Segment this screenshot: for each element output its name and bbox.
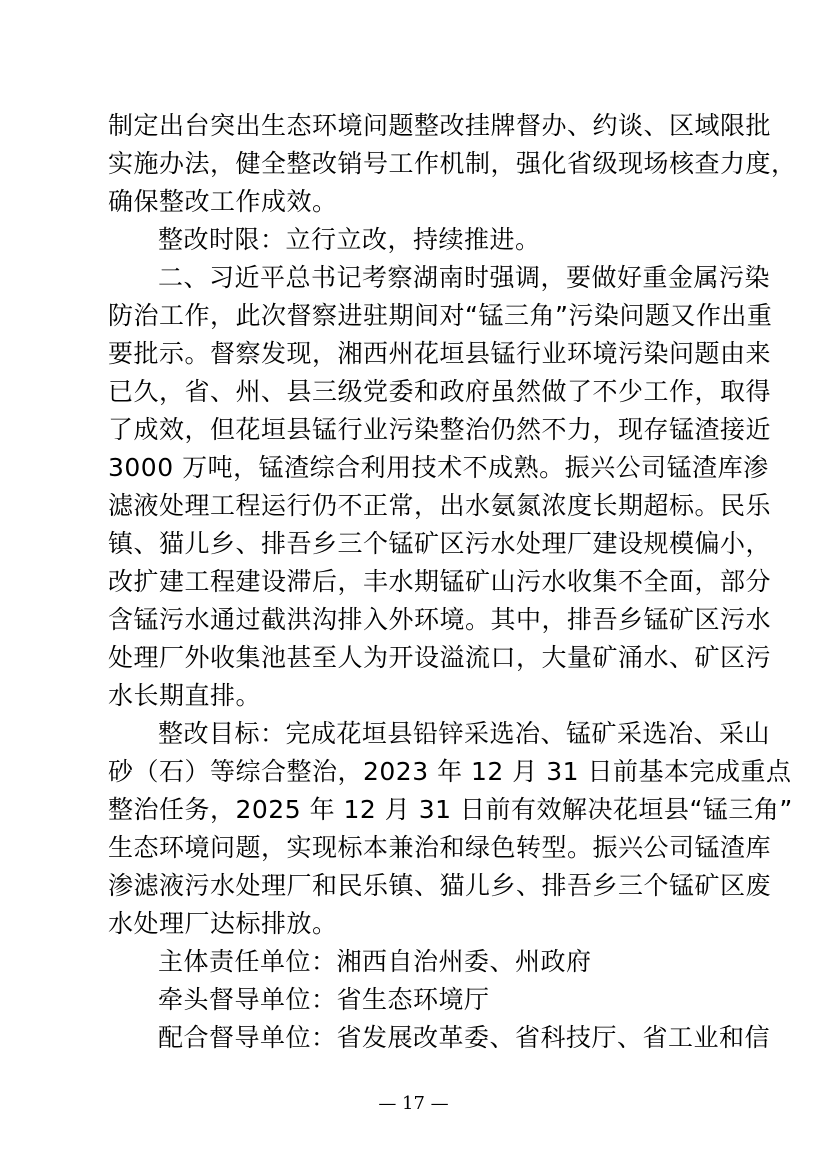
- page-number: — 17 —: [378, 1093, 449, 1114]
- text-line: 已久，省、州、县三级党委和政府虽然做了不少工作，取得: [108, 377, 772, 406]
- text-line: 要批示。督察发现，湘西州花垣县锰行业环境污染问题由来: [108, 339, 772, 368]
- text-line: 防治工作，此次督察进驻期间对“锰三角”污染问题又作出重: [108, 301, 773, 330]
- text-line: 含锰污水通过截洪沟排入外环境。其中，排吾乡锰矿区污水: [108, 605, 772, 634]
- text-line: 水处理厂达标排放。: [108, 909, 338, 938]
- text-line: 渗滤液污水处理厂和民乐镇、猫儿乡、排吾乡三个锰矿区废: [108, 871, 772, 900]
- text-line: 滤液处理工程运行仍不正常，出水氨氮浓度长期超标。民乐: [108, 491, 772, 520]
- text-line: 整改时限：立行立改，持续推进。: [158, 225, 541, 254]
- text-line: 改扩建工程建设滞后，丰水期锰矿山污水收集不全面，部分: [108, 567, 772, 596]
- text-line: 了成效，但花垣县锰行业污染整治仍然不力，现存锰渣接近: [108, 415, 772, 444]
- text-line: 确保整改工作成效。: [108, 187, 338, 216]
- text-line: 二、习近平总书记考察湖南时强调，要做好重金属污染: [158, 263, 771, 292]
- text-line: 水长期直排。: [108, 681, 262, 710]
- text-line: 牵头督导单位：省生态环境厅: [158, 985, 490, 1014]
- text-line: 砂（石）等综合整治，2023 年 12 月 31 日前基本完成重点: [108, 757, 792, 786]
- text-line: 镇、猫儿乡、排吾乡三个锰矿区污水处理厂建设规模偏小，: [108, 529, 772, 558]
- text-line: 配合督导单位：省发展改革委、省科技厅、省工业和信: [158, 1023, 771, 1052]
- text-line: 处理厂外收集池甚至人为开设溢流口，大量矿涌水、矿区污: [108, 643, 772, 672]
- text-line: 生态环境问题，实现标本兼治和绿色转型。振兴公司锰渣库: [108, 833, 772, 862]
- text-line: 主体责任单位：湘西自治州委、州政府: [158, 947, 592, 976]
- text-line: 3000 万吨，锰渣综合利用技术不成熟。振兴公司锰渣库渗: [108, 453, 769, 482]
- text-line: 实施办法，健全整改销号工作机制，强化省级现场核查力度，: [108, 149, 797, 178]
- text-line: 整改目标：完成花垣县铅锌采选冶、锰矿采选冶、采山: [158, 719, 771, 748]
- text-line: 整治任务，2025 年 12 月 31 日前有效解决花垣县“锰三角”: [108, 795, 793, 824]
- text-line: 制定出台突出生态环境问题整改挂牌督办、约谈、区域限批: [108, 111, 772, 140]
